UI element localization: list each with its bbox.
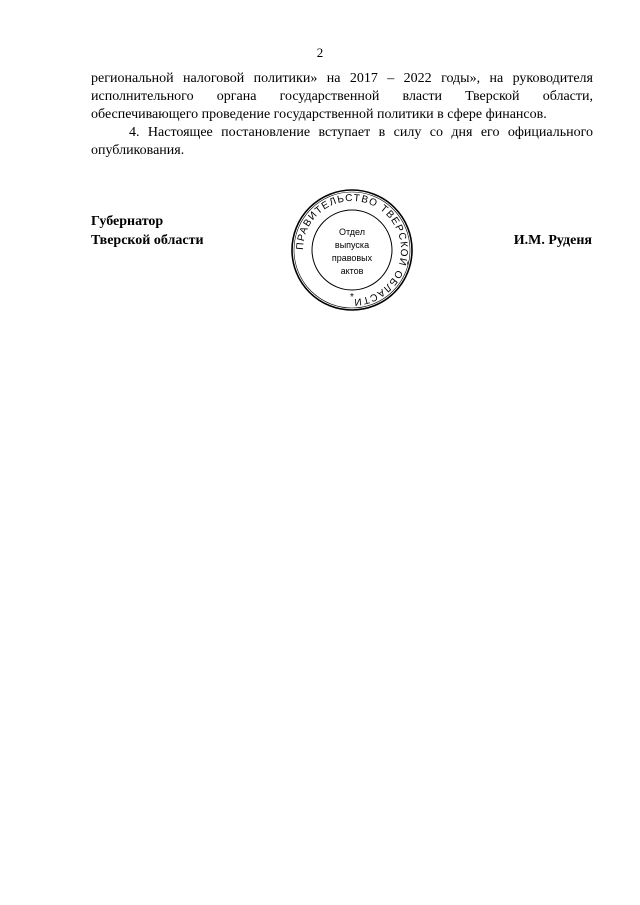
body-line-3: обеспечивающего проведение государственной политики в сфере финансов. — [91, 107, 547, 122]
signatory-position-line-1: Губернатор — [91, 214, 164, 229]
seal-center-line-4: актов — [340, 266, 364, 276]
body-line-5: опубликования. — [91, 143, 185, 158]
signatory-position — [91, 212, 204, 250]
signatory-position-line-2: Тверской области — [91, 233, 204, 248]
body-line-2: исполнительного органа государственной власти Тверской области, — [91, 89, 593, 104]
body-line-4: 4. Настоящее постановление вступает в силу со дня его официального — [129, 125, 593, 140]
page-number: 2 — [316, 45, 324, 60]
seal-center-line-3: правовых — [331, 253, 373, 263]
seal-center-text — [290, 226, 414, 278]
body-line-1: региональной налоговой политики» на 2017 – 2022 годы», на руководителя — [91, 71, 593, 86]
seal-center-line-1: Отдел — [338, 227, 366, 237]
seal-ring-text: ПРАВИТЕЛЬСТВО ТВЕРСКОЙ ОБЛАСТИ — [294, 192, 410, 308]
official-seal — [290, 188, 414, 312]
seal-center-line-2: выпуска — [334, 240, 370, 250]
seal-star: * — [350, 292, 354, 303]
document-body — [91, 70, 593, 160]
signatory-name: И.М. Руденя — [513, 233, 592, 248]
